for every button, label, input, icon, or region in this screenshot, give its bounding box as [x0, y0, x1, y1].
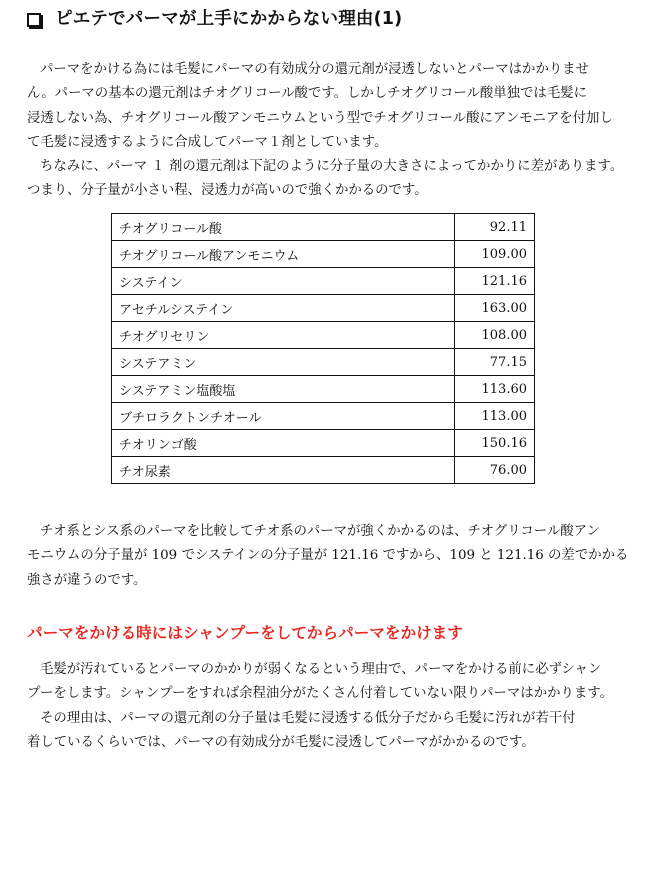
compound-name-cell: システアミン塩酸塩 — [112, 376, 455, 403]
molecular-weight-table — [111, 213, 535, 484]
molecular-weight-cell: 77.15 — [455, 349, 535, 376]
compound-name-cell: システアミン — [112, 349, 455, 376]
table-row — [112, 322, 535, 349]
compound-name-cell: チオグリセリン — [112, 322, 455, 349]
compound-name-cell: アセチルシステイン — [112, 295, 455, 322]
molecular-weight-cell: 76.00 — [455, 457, 535, 484]
table-row — [112, 457, 535, 484]
comparison-line: 強さが違うのです。 — [27, 572, 147, 588]
intro-line: ちなみに、パーマ １ 剤の還元剤は下記のように分子量の大きさによってかかりに差があります。 — [40, 159, 624, 175]
intro-line: て毛髪に浸透するように合成してパーマ１剤としています。 — [27, 134, 388, 150]
table-row — [112, 295, 535, 322]
molecular-weight-cell: 109.00 — [455, 241, 535, 268]
table-row — [112, 349, 535, 376]
page-heading — [27, 8, 402, 30]
shampoo-line: その理由は、パーマの還元剤の分子量は毛髪に浸透する低分子だから毛髪に汚れが若干付 — [40, 710, 576, 726]
table-row — [112, 268, 535, 295]
compound-name-cell: チオグリコール酸アンモニウム — [112, 241, 455, 268]
compound-name-cell: チオ尿素 — [112, 457, 455, 484]
intro-line: 浸透しない為、チオグリコール酸アンモニウムという型でチオグリコール酸にアンモニアを付加し — [27, 110, 613, 126]
page-heading-text: ピエテでパーマが上手にかからない理由(1) — [55, 9, 403, 29]
shampoo-line: プーをします。シャンプーをすれば余程油分がたくさん付着していない限りパーマはかかります。 — [27, 686, 613, 702]
compound-name-cell: ブチロラクトンチオール — [112, 403, 455, 430]
molecular-weight-cell: 163.00 — [455, 295, 535, 322]
molecular-weight-cell: 150.16 — [455, 430, 535, 457]
molecular-weight-cell: 92.11 — [455, 214, 535, 241]
table-row — [112, 430, 535, 457]
shampoo-paragraph — [27, 658, 635, 755]
shampoo-line: 毛髪が汚れているとパーマのかかりが弱くなるという理由で、パーマをかける前に必ずシャン — [40, 662, 602, 677]
intro-line: つまり、分子量が小さい程、浸透力が高いので強くかかるのです。 — [27, 183, 428, 199]
molecular-weight-cell: 113.60 — [455, 376, 535, 403]
intro-paragraph — [27, 58, 635, 204]
table-row — [112, 403, 535, 430]
comparison-paragraph — [27, 520, 635, 593]
compound-name-cell: チオグリコール酸 — [112, 214, 455, 241]
table-row — [112, 376, 535, 403]
table-row — [112, 241, 535, 268]
molecular-weight-cell: 108.00 — [455, 322, 535, 349]
compound-name-cell: チオリンゴ酸 — [112, 430, 455, 457]
table-row — [112, 214, 535, 241]
molecular-weight-cell: 121.16 — [455, 268, 535, 295]
checkbox-bullet-icon — [27, 13, 41, 27]
comparison-line: チオ系とシス系のパーマを比較してチオ系のパーマが強くかかるのは、チオグリコール酸アン — [40, 524, 600, 539]
compound-name-cell: システイン — [112, 268, 455, 295]
section-subheading: パーマをかける時にはシャンプーをしてからパーマをかけます — [27, 624, 463, 642]
intro-line: パーマをかける為には毛髪にパーマの有効成分の還元剤が浸透しないとパーマはかかりませ — [40, 62, 590, 77]
shampoo-line: 着しているくらいでは、パーマの有効成分が毛髪に浸透してパーマがかかるのです。 — [27, 734, 535, 750]
molecular-weight-cell: 113.00 — [455, 403, 535, 430]
comparison-line: モニウムの分子量が 109 でシステインの分子量が 121.16 ですから、109 と 121.16 の差でかかる — [27, 548, 629, 564]
intro-line: ん。パーマの基本の還元剤はチオグリコール酸です。しかしチオグリコール酸単独では毛髪に — [27, 86, 587, 102]
